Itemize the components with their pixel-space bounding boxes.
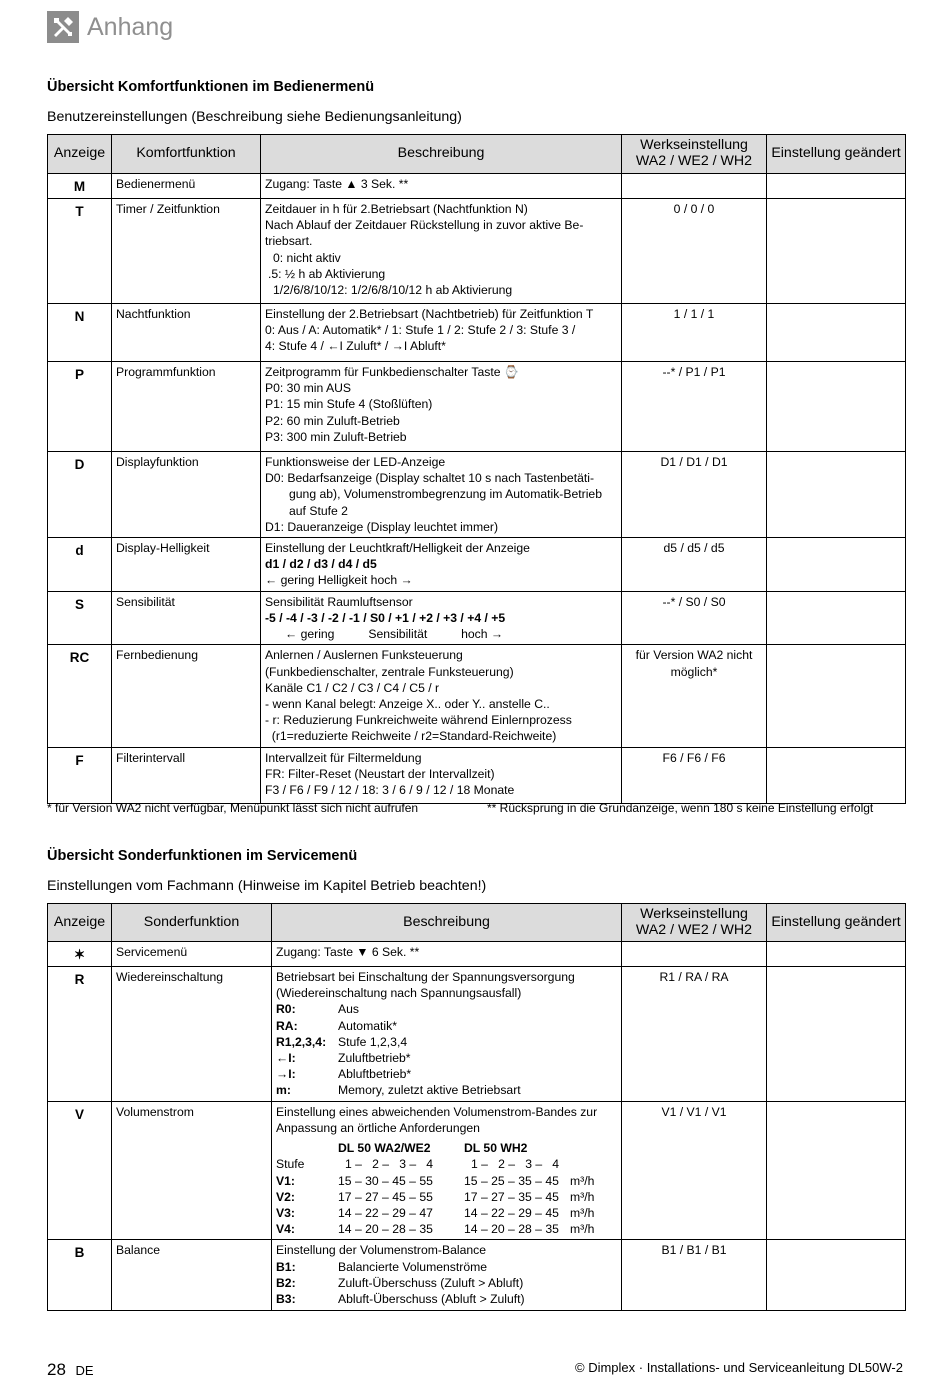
row-name: Programmfunktion (112, 361, 261, 451)
row-default (622, 174, 767, 199)
row-code: R (48, 966, 112, 1101)
desc-line: Zeitprogramm für Funkbedienschalter Taste ⌚ (265, 364, 520, 379)
row-code: F (48, 747, 112, 803)
desc-line: F3 / F6 / F9 / 12 / 18: 3 / 6 / 9 / 12 / 18 Monate (265, 783, 515, 798)
row-default: für Version WA2 nicht möglich* (622, 645, 767, 747)
table-row (48, 591, 906, 645)
desc-line: P1: 15 min Stufe 4 (Stoßlüften) (265, 397, 433, 412)
table-row (48, 942, 906, 967)
row-desc (261, 451, 622, 537)
desc-item: m: Memory, zuletzt aktive Betriebsart (276, 1083, 521, 1098)
desc-line: (Funkbedienschalter, zentrale Funksteuerung) (265, 664, 514, 679)
page-header (47, 10, 173, 44)
row-desc (261, 591, 622, 645)
row-code: T (48, 198, 112, 303)
row-desc (272, 1240, 622, 1311)
volume-row: V4: 14 – 20 – 28 – 35 14 – 20 – 28 – 35 m³/h (276, 1222, 595, 1237)
desc-line: D0: Bedarfsanzeige (Display schaltet 10 s nach Tastenbetäti-gung ab), Volumenstrombegrenzung im Automatik-Betrieb auf Stufe 2 (265, 471, 602, 518)
section-heading: Übersicht Komfortfunktionen im Bedienermenü (47, 79, 375, 95)
desc-line: P3: 300 min Zuluft-Betrieb (265, 429, 407, 444)
row-default: V1 / V1 / V1 (622, 1101, 767, 1240)
row-default: d5 / d5 / d5 (622, 538, 767, 592)
copyright: © Dimplex · Installations- und Serviceanleitung DL50W-2 (575, 1360, 903, 1375)
row-code: RC (48, 645, 112, 747)
volume-head: DL 50 WA2/WE2 DL 50 WH2 (338, 1141, 528, 1156)
desc-line: Einstellung der 2.Betriebsart (Nachtbetrieb) für Zeitfunktion T (265, 306, 594, 321)
section-intro: Einstellungen vom Fachmann (Hinweise im Kapitel Betrieb beachten!) (47, 878, 487, 894)
row-name: Timer / Zeitfunktion (112, 198, 261, 303)
desc-item: B1: Balancierte Volumenströme (276, 1259, 488, 1274)
desc-line: Nach Ablauf der Zeitdauer Rückstellung in zuvor aktive Be-triebsart. (265, 218, 584, 249)
volume-row: V2: 17 – 27 – 45 – 55 17 – 27 – 35 – 45 m³/h (276, 1189, 595, 1204)
tools-icon (47, 11, 79, 43)
table-row (48, 538, 906, 592)
row-desc (261, 303, 622, 361)
row-changed (767, 303, 906, 361)
section-heading: Übersicht Sonderfunktionen im Servicemenü (47, 848, 358, 864)
col-header: Werkseinstellung WA2 / WE2 / WH2 (622, 135, 767, 174)
desc-line: Einstellung der Volumenstrom-Balance (276, 1243, 487, 1258)
col-header: Beschreibung (272, 904, 622, 942)
desc-item: B2: Zuluft-Überschuss (Zuluft > Abluft) (276, 1275, 524, 1290)
desc-line: ← gering Sensibilität hoch → (285, 627, 504, 642)
desc-item: R1,2,3,4: Stufe 1,2,3,4 (276, 1034, 408, 1049)
row-desc (272, 966, 622, 1101)
table-row (48, 747, 906, 803)
desc-line: Kanäle C1 / C2 / C3 / C4 / C5 / r (265, 680, 440, 695)
desc-line: Anpassung an örtliche Anforderungen (276, 1120, 480, 1135)
desc-line: P2: 60 min Zuluft-Betrieb (265, 413, 400, 428)
desc-line: ← gering Helligkeit hoch → (265, 573, 413, 588)
row-default (622, 942, 767, 967)
row-name: Nachtfunktion (112, 303, 261, 361)
footnote-right: ** Rücksprung in die Grundanzeige, wenn 180 s keine Einstellung erfolgt (487, 801, 874, 815)
row-name: Volumenstrom (112, 1101, 272, 1240)
row-default: F6 / F6 / F6 (622, 747, 767, 803)
row-changed (767, 1101, 906, 1240)
row-name: Sensibilität (112, 591, 261, 645)
col-header: Einstellung geändert (767, 135, 906, 174)
row-changed (767, 942, 906, 967)
desc-item: RA: Automatik* (276, 1018, 397, 1033)
row-default: R1 / RA / RA (622, 966, 767, 1101)
volume-stufe: Stufe 1 – 2 – 3 – 4 1 – 2 – 3 – 4 (276, 1157, 560, 1172)
desc-line: .5: ½ h ab Aktivierung (268, 266, 386, 281)
col-header: Einstellung geändert (767, 904, 906, 942)
row-changed (767, 174, 906, 199)
row-desc (272, 1101, 622, 1240)
desc-line: - r: Reduzierung Funkreichweite während Einlernprozess (265, 713, 572, 728)
desc-line: FR: Filter-Reset (Neustart der Intervallzeit) (265, 766, 495, 781)
row-changed (767, 538, 906, 592)
desc-line: P0: 30 min AUS (265, 381, 352, 396)
row-code: P (48, 361, 112, 451)
table-row (48, 303, 906, 361)
row-default: B1 / B1 / B1 (622, 1240, 767, 1311)
row-changed (767, 1240, 906, 1311)
table-row (48, 645, 906, 747)
desc-line: 0: nicht aktiv (273, 250, 341, 265)
row-desc (261, 361, 622, 451)
row-changed (767, 198, 906, 303)
desc-item: R0: Aus (276, 1002, 360, 1017)
row-default: 1 / 1 / 1 (622, 303, 767, 361)
row-name: Servicemenü (112, 942, 272, 967)
desc-item: →I: Abluftbetrieb* (276, 1067, 412, 1082)
row-name: Balance (112, 1240, 272, 1311)
table-row (48, 198, 906, 303)
volume-row: V3: 14 – 22 – 29 – 47 14 – 22 – 29 – 45 m³/h (276, 1206, 595, 1221)
row-desc: Zugang: Taste ▼ 6 Sek. ** (272, 942, 622, 967)
desc-line: (r1=reduzierte Reichweite / r2=Standard-Reichweite) (265, 729, 557, 744)
desc-line: - wenn Kanal belegt: Anzeige X.. oder Y.. anstelle C.. (265, 697, 550, 712)
desc-line: 4: Stufe 4 / ←I Zuluft* / →I Abluft* (265, 339, 446, 354)
table-row (48, 451, 906, 537)
desc-line: d1 / d2 / d3 / d4 / d5 (265, 557, 377, 572)
row-code: B (48, 1240, 112, 1311)
desc-line: Betriebsart bei Einschaltung der Spannungsversorgung (276, 969, 575, 984)
col-header: Beschreibung (261, 135, 622, 174)
row-changed (767, 361, 906, 451)
desc-line: 1/2/6/8/10/12: 1/2/6/8/10/12 h ab Aktivierung (273, 283, 513, 298)
row-name: Displayfunktion (112, 451, 261, 537)
desc-line: D1: Daueranzeige (Display leuchtet immer) (265, 519, 499, 534)
table-row (48, 1240, 906, 1311)
row-code: N (48, 303, 112, 361)
desc-item: ←I: Zuluftbetrieb* (276, 1051, 411, 1066)
col-header: Anzeige (48, 904, 112, 942)
col-header: Komfortfunktion (112, 135, 261, 174)
desc-line: Einstellung der Leuchtkraft/Helligkeit der Anzeige (265, 541, 530, 556)
row-name: Wiedereinschaltung (112, 966, 272, 1101)
row-default: 0 / 0 / 0 (622, 198, 767, 303)
table-row (48, 966, 906, 1101)
row-changed (767, 591, 906, 645)
row-code: D (48, 451, 112, 537)
desc-line: Funktionsweise der LED-Anzeige (265, 454, 446, 469)
row-changed (767, 645, 906, 747)
page-number: 28 DE (47, 1360, 94, 1379)
desc-line: (Wiedereinschaltung nach Spannungsausfall) (276, 986, 522, 1001)
table-row (48, 361, 906, 451)
row-name: Fernbedienung (112, 645, 261, 747)
row-changed (767, 747, 906, 803)
row-desc (261, 747, 622, 803)
table-row (48, 174, 906, 199)
row-code: ✶ (48, 942, 112, 967)
desc-line: Zeitdauer in h für 2.Betriebsart (Nachtfunktion N) (265, 201, 528, 216)
row-code: S (48, 591, 112, 645)
page-title: Anhang (87, 12, 174, 41)
desc-line: Einstellung eines abweichenden Volumenstrom-Bandes zur (276, 1104, 598, 1119)
row-code: M (48, 174, 112, 199)
row-desc: Zugang: Taste ▲ 3 Sek. ** (261, 174, 622, 199)
row-desc (261, 538, 622, 592)
row-name: Display-Helligkeit (112, 538, 261, 592)
table-row (48, 1101, 906, 1240)
desc-line: Anlernen / Auslernen Funksteuerung (265, 648, 463, 663)
row-default: --* / P1 / P1 (622, 361, 767, 451)
col-header: Sonderfunktion (112, 904, 272, 942)
desc-line: Sensibilität Raumluftsensor (265, 594, 413, 609)
row-name: Filterintervall (112, 747, 261, 803)
volume-row: V1: 15 – 30 – 45 – 55 15 – 25 – 35 – 45 m³/h (276, 1173, 595, 1188)
desc-line: -5 / -4 / -3 / -2 / -1 / S0 / +1 / +2 / +3 / +4 / +5 (265, 610, 506, 625)
footnote-left: * für Version WA2 nicht verfügbar, Menüpunkt lässt sich nicht aufrufen (47, 801, 419, 815)
desc-item: B3: Abluft-Überschuss (Abluft > Zuluft) (276, 1292, 525, 1307)
row-changed (767, 451, 906, 537)
service-table (47, 903, 906, 1311)
row-changed (767, 966, 906, 1101)
section-intro: Benutzereinstellungen (Beschreibung siehe Bedienungsanleitung) (47, 109, 462, 125)
row-desc (261, 198, 622, 303)
col-header: Werkseinstellung WA2 / WE2 / WH2 (622, 904, 767, 942)
row-code: V (48, 1101, 112, 1240)
desc-line: Intervallzeit für Filtermeldung (265, 750, 422, 765)
row-desc (261, 645, 622, 747)
desc-line: 0: Aus / A: Automatik* / 1: Stufe 1 / 2: Stufe 2 / 3: Stufe 3 / (265, 323, 576, 338)
row-code: d (48, 538, 112, 592)
col-header: Anzeige (48, 135, 112, 174)
row-name: Bedienermenü (112, 174, 261, 199)
row-default: --* / S0 / S0 (622, 591, 767, 645)
row-default: D1 / D1 / D1 (622, 451, 767, 537)
comfort-table (47, 134, 906, 804)
